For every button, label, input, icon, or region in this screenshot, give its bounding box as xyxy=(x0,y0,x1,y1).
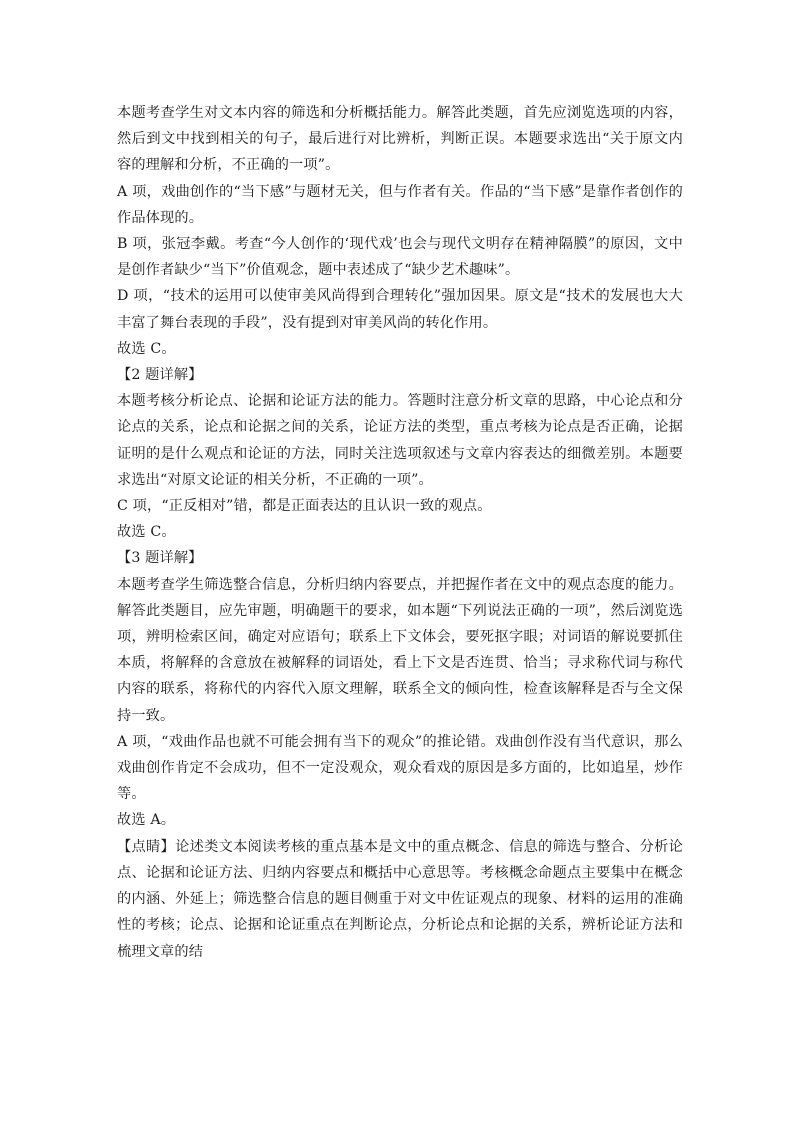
section-heading-q3: 【3 题详解】 xyxy=(117,550,203,567)
paragraph-answer-1: 故选 C。 xyxy=(117,340,176,357)
paragraph-answer-2: 故选 C。 xyxy=(117,524,176,541)
paragraph-tip: 【点睛】论述类文本阅读考核的重点基本是文中的重点概念、信息的筛选与整合、分析论点、论据和论证方法、归纳内容要点和概括中心意思等。考核概念命题点主要集中在概念的内涵、外延上；筛选整合信息的题目侧重于对文中佐证观点的现象、材料的运用的准确性的考核；论点、论据和论证重点在判断论点，分析论点和论据的关系，辨析论证方法和梳理文章的结 xyxy=(117,838,683,960)
paragraph-q2-explanation: 本题考核分析论点、论据和论证方法的能力。答题时注意分析文章的思路，中心论点和分论点的关系，论点和论据之间的关系，论证方法的类型，重点考核为论点是否正确，论据证明的是什么观点和论证的方法，同时关注选项叙述与文章内容表达的细微差别。本题要求选出“对原文论证的相关分析，不正确的一项”。 xyxy=(117,393,683,488)
paragraph-q2-option-c: C 项，“正反相对”错，都是正面表达的且认识一致的观点。 xyxy=(117,498,492,515)
paragraph-intro-1: 本题考查学生对文本内容的筛选和分析概括能力。解答此类题，首先应浏览选项的内容，然后到文中找到相关的句子，最后进行对比辨析，判断正误。本题要求选出“关于原文内容的理解和分析，不正确的一项”。 xyxy=(117,105,683,174)
paragraph-option-b: B 项，张冠李戴。考查“今人创作的‘现代戏’也会与现代文明存在精神隔膜”的原因，文中是创作者缺少“当下”价值观念，题中表述成了“缺少艺术趣味”。 xyxy=(117,236,683,279)
document-body xyxy=(117,100,683,965)
paragraph-q3-option-a: A 项，“戏曲作品也就不可能会拥有当下的观众”的推论错。戏曲创作没有当代意识，那么戏曲创作肯定不会成功，但不一定没观众，观众看戏的原因是多方面的，比如追星，炒作等。 xyxy=(117,733,683,803)
paragraph-q3-explanation: 本题考查学生筛选整合信息，分析归纳内容要点，并把握作者在文中的观点态度的能力。解答此类题目，应先审题，明确题干的要求，如本题“下列说法正确的一项”，然后浏览选项，辨明检索区间，确定对应语句；联系上下文体会，要死抠字眼；对词语的解说要抓住本质，将解释的含意放在被解释的词语处，看上下文是否连贯、恰当；寻求称代词与称代内容的联系，将称代的内容代入原文理解，联系全文的倾向性，检查该解释是否与全文保持一致。 xyxy=(117,576,683,724)
paragraph-option-a: A 项，戏曲创作的“当下感”与题材无关，但与作者有关。作品的“当下感”是靠作者创作的作品体现的。 xyxy=(117,183,683,226)
paragraph-option-d: D 项，“技术的运用可以使审美风尚得到合理转化”强加因果。原文是“技术的发展也大大丰富了舞台表现的手段”，没有提到对审美风尚的转化作用。 xyxy=(117,288,683,331)
section-heading-q2: 【2 题详解】 xyxy=(117,367,203,384)
paragraph-answer-3: 故选 A。 xyxy=(117,812,176,829)
